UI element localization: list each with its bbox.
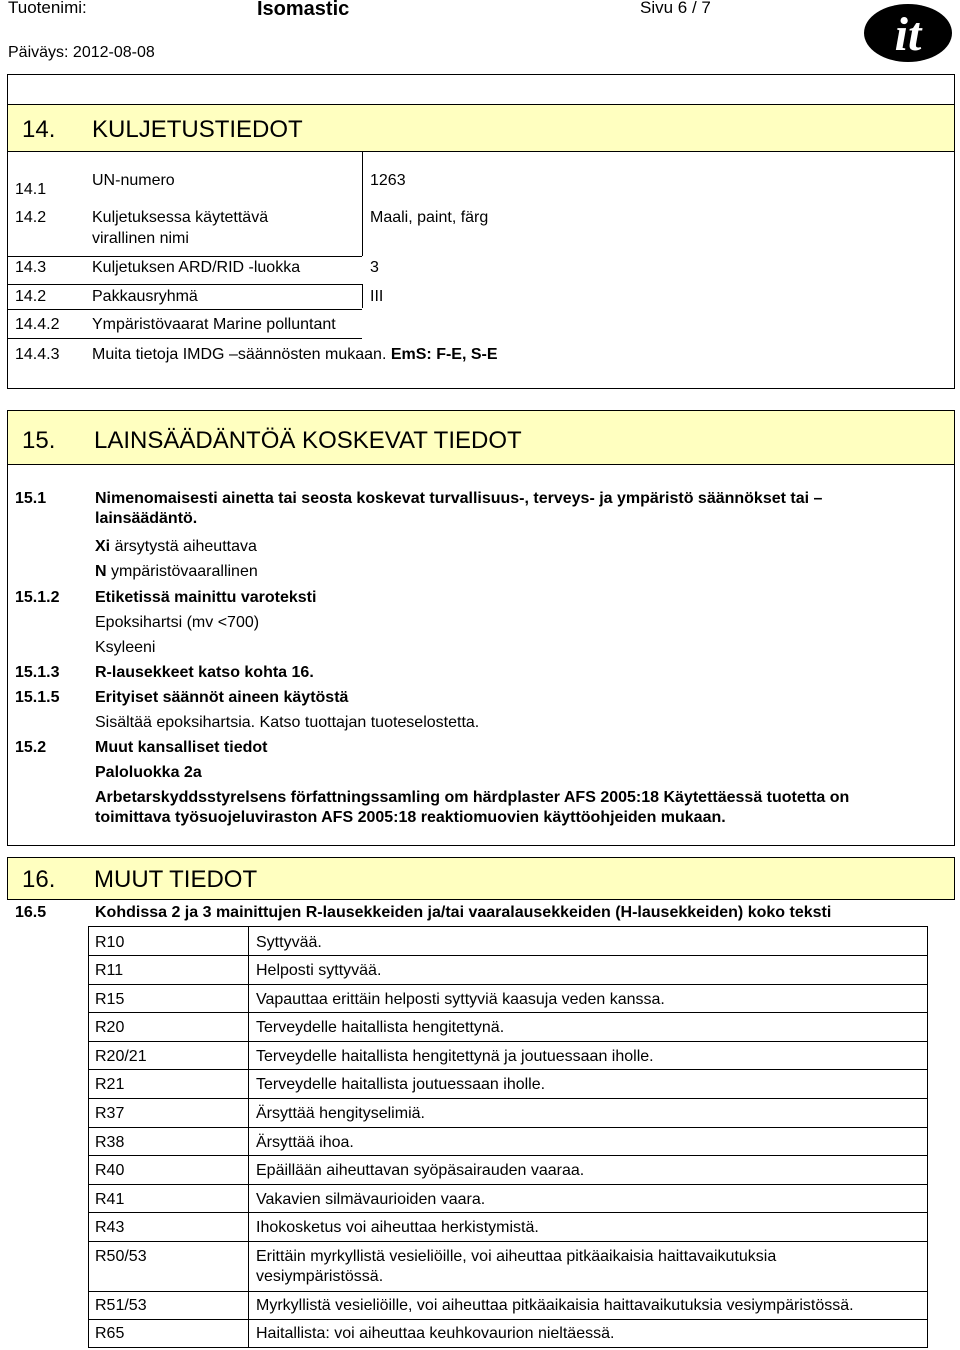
r-code: R43 (95, 1219, 125, 1236)
item-15-2-text: Muut kansalliset tiedot (95, 739, 268, 756)
r-code: R11 (95, 962, 124, 979)
r-text: Vapauttaa erittäin helposti syttyviä kaasuja veden kanssa. (256, 991, 665, 1008)
item-15-1-2-text: Etiketissä mainittu varoteksti (95, 589, 317, 606)
row-14-4-label: Pakkausryhmä (92, 288, 198, 305)
row-14-1-label: UN-numero (92, 172, 175, 189)
row-14-4-number: 14.2 (15, 288, 47, 305)
r-text: Terveydelle haitallista hengitettynä. (256, 1019, 505, 1036)
r-code: R15 (95, 991, 125, 1008)
section-16-title: MUUT TIEDOT (94, 866, 258, 893)
row-14-6-number: 14.4.3 (15, 346, 60, 363)
row-14-2-value: Maali, paint, färg (370, 209, 489, 226)
item-15-2-number: 15.2 (15, 739, 47, 756)
r-text: Erittäin myrkyllistä vesieliöille, voi aiheuttaa pitkäaikaisia haittavaikutuksia (256, 1248, 777, 1265)
r-code: R20/21 (95, 1048, 147, 1065)
company-logo (862, 2, 954, 64)
item-15-1-5-detail: Sisältää epoksihartsia. Katso tuottajan tuoteselostetta. (95, 714, 480, 731)
section-15-title: LAINSÄÄDÄNTÖÄ KOSKEVAT TIEDOT (94, 427, 522, 454)
fire-class: Paloluokka 2a (95, 764, 202, 781)
afs-text-line1: Arbetarskyddsstyrelsens författningssamling om härdplaster AFS 2005:18 Käytettäessä tuotetta on (95, 789, 850, 806)
r-text: Vakavien silmävaurioiden vaara. (256, 1191, 486, 1208)
row-14-6-value: IMDG –säännösten mukaan. (182, 346, 387, 363)
r-code: R38 (95, 1134, 125, 1151)
afs-text-line2: toimittava työsuojeluviraston AFS 2005:18 reaktiomuovien käyttöohjeiden mukaan. (95, 809, 726, 826)
document-date: Päiväys: 2012-08-08 (8, 44, 155, 61)
r-phrase-table (88, 926, 928, 1348)
r-text: Ihokosketus voi aiheuttaa herkistymistä. (256, 1219, 539, 1236)
row-14-6-ems: EmS: F-E, S-E (390, 346, 498, 363)
r-text: Helposti syttyvää. (256, 962, 382, 979)
r-code: R40 (95, 1162, 125, 1179)
r-code: R51/53 (95, 1297, 147, 1314)
item-15-1-text: Nimenomaisesti ainetta tai seosta koskevat turvallisuus-, terveys- ja ympäristö säännökset tai – (95, 490, 823, 507)
row-14-6-label: Muita tietoja (92, 346, 179, 363)
row-14-5-number: 14.4.2 (15, 316, 60, 333)
r-text-line2: vesiympäristössä. (256, 1268, 384, 1285)
warning-ksyleeni: Ksyleeni (95, 639, 156, 656)
item-16-5-number: 16.5 (15, 904, 47, 921)
row-14-2-label: Kuljetuksessa käytettävä (92, 209, 269, 226)
section-15-number: 15. (22, 427, 56, 454)
r-code: R41 (95, 1191, 125, 1208)
item-15-1-number: 15.1 (15, 490, 47, 507)
row-14-5-value: Marine polluntant (212, 316, 336, 333)
page-info: Sivu 6 / 7 (640, 0, 711, 17)
row-14-3-label: Kuljetuksen ARD/RID -luokka (92, 259, 301, 276)
item-16-5-text: Kohdissa 2 ja 3 mainittujen R-lausekkeiden ja/tai vaaralausekkeiden (H-lausekkeiden) koko teksti (95, 904, 832, 921)
r-code: R10 (95, 934, 125, 951)
xi-code: Xi (95, 538, 111, 555)
r-code: R50/53 (95, 1248, 147, 1265)
item-15-1-5-text: Erityiset säännöt aineen käytöstä (95, 689, 349, 706)
r-code: R65 (95, 1325, 125, 1342)
r-text: Epäillään aiheuttavan syöpäsairauden vaaraa. (256, 1162, 585, 1179)
r-text: Terveydelle haitallista joutuessaan iholle. (256, 1076, 546, 1093)
n-text: ympäristövaarallinen (111, 563, 258, 580)
item-15-1-text-line2: lainsäädäntö. (95, 510, 198, 527)
row-14-5-label: Ympäristövaarat (92, 316, 209, 333)
r-text: Terveydelle haitallista hengitettynä ja joutuessaan iholle. (256, 1048, 654, 1065)
item-15-1-3-number: 15.1.3 (15, 664, 60, 681)
item-15-1-3-text: R-lausekkeet katso kohta 16. (95, 664, 314, 681)
section-14-number: 14. (22, 116, 56, 143)
r-text: Haitallista: voi aiheuttaa keuhkovaurion nieltäessä. (256, 1325, 615, 1342)
n-code: N (95, 563, 107, 580)
row-14-1-value: 1263 (370, 172, 406, 189)
xi-text: ärsytystä aiheuttava (114, 538, 257, 555)
section-14-title: KULJETUSTIEDOT (92, 116, 303, 143)
row-14-3-value: 3 (370, 259, 379, 276)
row-14-2-label-line2: virallinen nimi (92, 230, 189, 247)
warning-epoksihartsi: Epoksihartsi (mv <700) (95, 614, 260, 631)
r-code: R21 (95, 1076, 125, 1093)
row-14-4-value: III (370, 288, 384, 305)
svg-text:it: it (894, 8, 922, 61)
row-14-1-number: 14.1 (15, 181, 47, 198)
tuotenimi-label: Tuotenimi: (8, 0, 87, 17)
r-text: Ärsyttää hengityselimiä. (256, 1105, 425, 1122)
r-text: Ärsyttää ihoa. (256, 1134, 354, 1151)
item-15-1-5-number: 15.1.5 (15, 689, 60, 706)
r-text: Syttyvää. (256, 934, 322, 951)
product-name: Isomastic (257, 0, 350, 20)
r-code: R37 (95, 1105, 125, 1122)
row-14-2-number: 14.2 (15, 209, 47, 226)
section-16-number: 16. (22, 866, 56, 893)
r-text: Myrkyllistä vesieliöille, voi aiheuttaa pitkäaikaisia haittavaikutuksia vesiympäristössä. (256, 1297, 854, 1314)
r-code: R20 (95, 1019, 125, 1036)
item-15-1-2-number: 15.1.2 (15, 589, 60, 606)
row-14-3-number: 14.3 (15, 259, 47, 276)
